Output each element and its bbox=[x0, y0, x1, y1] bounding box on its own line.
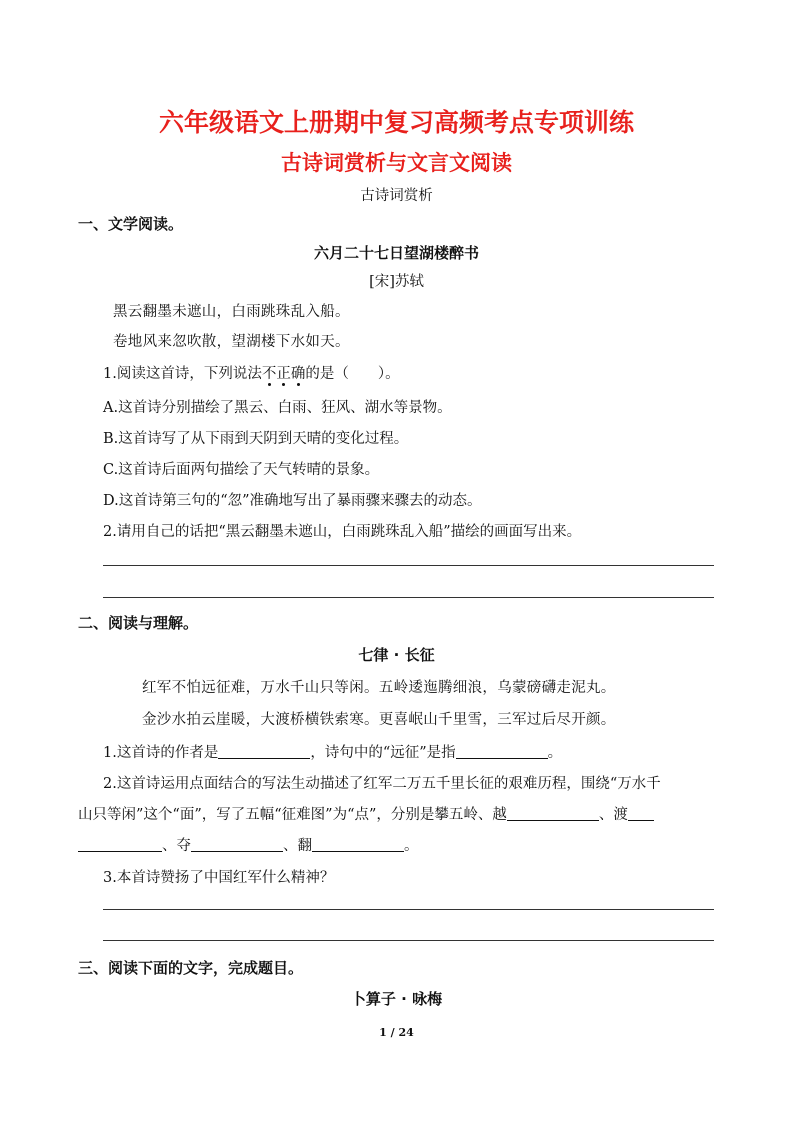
fill-blank[interactable] bbox=[312, 837, 404, 852]
q1-text-before: 1.阅读这首诗，下列说法 bbox=[103, 366, 262, 382]
q1-text-after: 的是（ ）。 bbox=[305, 366, 400, 382]
q2-text-3c: 。 bbox=[404, 838, 419, 854]
q1-text-b: ，诗句中的“远征”是指 bbox=[310, 745, 456, 761]
document-subtitle: 古诗词赏析与文言文阅读 bbox=[281, 151, 512, 175]
part1-poem-line-2: 卷地风来忽吹散，望湖楼下水如天。 bbox=[113, 334, 350, 350]
part2-poem-title: 七律 · 长征 bbox=[358, 646, 435, 664]
part2-question-3: 3.本首诗赞扬了中国红军什么精神？ bbox=[103, 870, 335, 886]
part1-poem-line-1: 黑云翻墨未遮山，白雨跳珠乱入船。 bbox=[113, 304, 350, 320]
part2-poem-line-2: 金沙水拍云崖暖，大渡桥横铁索寒。更喜岷山千里雪，三军过后尽开颜。 bbox=[142, 712, 616, 728]
q2-text-3b: 、翻 bbox=[283, 838, 312, 854]
q1-text-a: 1.这首诗的作者是 bbox=[103, 745, 219, 761]
part2-question-1 bbox=[103, 741, 562, 762]
fill-blank[interactable] bbox=[507, 806, 599, 821]
q1-emphasis-text: 不正确 bbox=[261, 366, 306, 382]
part1-option-a[interactable]: A.这首诗分别描绘了黑云、白雨、狂风、湖水等景物。 bbox=[103, 400, 452, 416]
fill-blank[interactable] bbox=[191, 837, 283, 852]
fill-blank[interactable] bbox=[78, 837, 162, 852]
part1-option-c[interactable]: C.这首诗后面两句描绘了天气转晴的景象。 bbox=[103, 462, 380, 478]
q2-text-2a: 山只等闲”这个“面”，写了五幅“征难图”为“点”，分别是攀五岭、越 bbox=[78, 807, 507, 823]
answer-line[interactable] bbox=[103, 597, 714, 598]
document-title: 六年级语文上册期中复习高频考点专项训练 bbox=[158, 108, 634, 137]
part1-question-1 bbox=[103, 362, 400, 383]
part1-poem-title: 六月二十七日望湖楼醉书 bbox=[313, 244, 479, 262]
answer-line[interactable] bbox=[103, 940, 714, 941]
part2-question-2-line-1: 2.这首诗运用点面结合的写法生动描述了红军二万五千里长征的艰难历程，围绕“万水千 bbox=[103, 776, 661, 792]
part2-poem-line-1: 红军不怕远征难，万水千山只等闲。五岭逶迤腾细浪，乌蒙磅礴走泥丸。 bbox=[142, 680, 616, 696]
part1-option-d[interactable]: D.这首诗第三句的“忽”准确地写出了暴雨骤来骤去的动态。 bbox=[103, 493, 482, 509]
answer-line[interactable] bbox=[103, 565, 714, 566]
part2-question-2-line-2 bbox=[78, 803, 654, 824]
part1-question-2: 2.请用自己的话把“黑云翻墨未遮山，白雨跳珠乱入船”描绘的画面写出来。 bbox=[103, 524, 582, 540]
q2-text-2b: 、渡 bbox=[598, 807, 628, 823]
part1-option-b[interactable]: B.这首诗写了从下雨到天阴到天晴的变化过程。 bbox=[103, 431, 409, 447]
fill-blank[interactable] bbox=[218, 744, 310, 759]
page-number: 1 / 24 bbox=[379, 1026, 414, 1039]
part2-question-2-line-3 bbox=[78, 834, 419, 855]
answer-line[interactable] bbox=[103, 909, 714, 910]
q2-text-3a: 、夺 bbox=[162, 838, 191, 854]
part3-heading: 三、阅读下面的文字，完成题目。 bbox=[78, 959, 304, 977]
fill-blank[interactable] bbox=[628, 806, 654, 821]
part1-poem-author: [宋]苏轼 bbox=[369, 274, 424, 290]
section-label: 古诗词赏析 bbox=[360, 188, 433, 204]
q1-text-c: 。 bbox=[547, 745, 563, 761]
part3-poem-title: 卜算子 · 咏梅 bbox=[350, 990, 443, 1008]
part2-heading: 二、阅读与理解。 bbox=[78, 614, 199, 632]
part1-heading: 一、文学阅读。 bbox=[78, 215, 184, 233]
fill-blank[interactable] bbox=[456, 744, 548, 759]
